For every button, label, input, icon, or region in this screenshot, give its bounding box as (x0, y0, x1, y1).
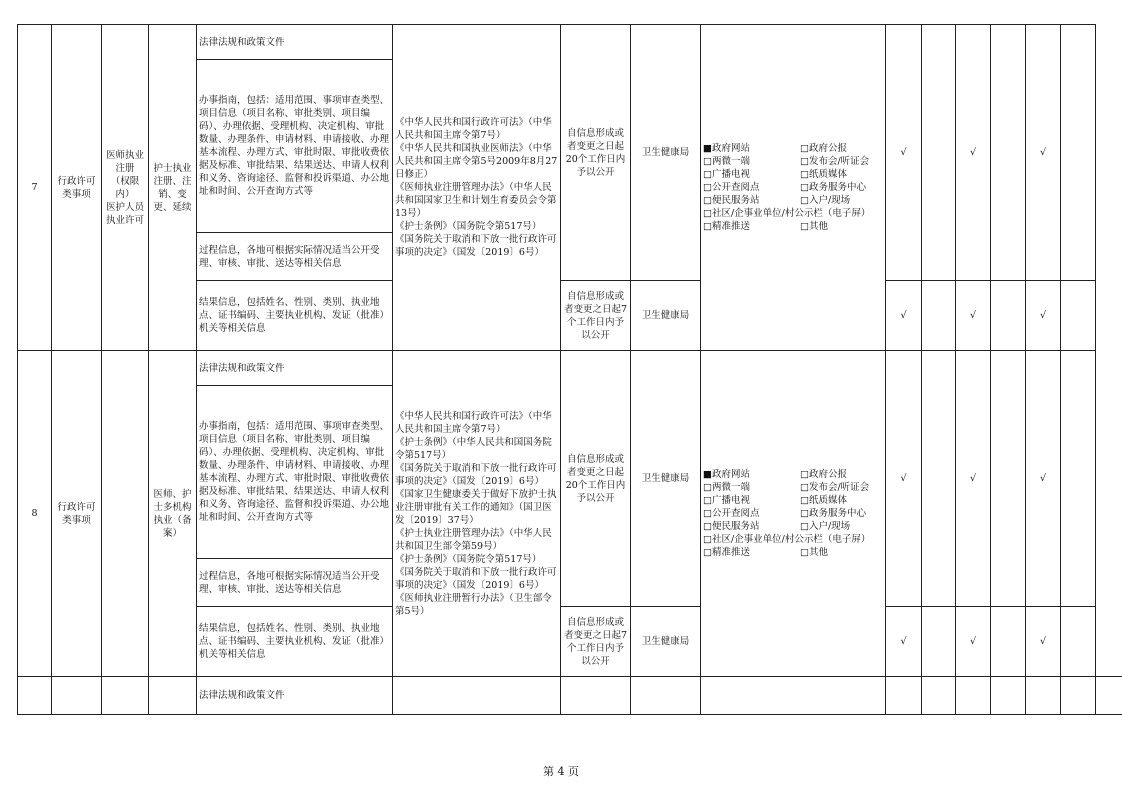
content-cell: 过程信息，各地可根据实际情况适当公开受理、审核、审批、送达等相关信息 (197, 233, 393, 281)
content-cell: 法律法规和政策文件 (197, 351, 393, 386)
channels-cell (701, 25, 886, 351)
responsible-unit: 卫生健康局 (631, 607, 701, 677)
check-mark: √ (956, 25, 991, 281)
responsible-unit: 卫生健康局 (631, 25, 701, 281)
channel-option: □社区/企事业单位/村公示栏（电子屏） (703, 534, 871, 545)
item-name-part: 医师执业注册 (105, 149, 144, 174)
basis-line: 《护士条例》（国务院令第517号） (395, 221, 542, 232)
basis-line: 《中华人民共和国行政许可法》（中华人民共和国主席令第7号） (395, 410, 552, 435)
empty-cell (52, 677, 102, 715)
check-mark: √ (956, 281, 991, 351)
item-category: 行政许可类事项 (52, 25, 102, 351)
basis-line: 《护士条例》（国务院令第517号） (395, 553, 542, 565)
content-cell: 办事指南，包括：适用范围、事项审查类型、项目信息（项目名称、审批类别、项目编码）、办理依据、受理机构、决定机构、审批数量、办理条件、申请材料、申请接收、办理基本流程、办理方式、审批时限、审批收费依据及标准、审批结果、结果送达、申请人权利和义务、咨询途径、监督和投诉渠道、办公地址和时间、公开查询方式等 (197, 60, 393, 233)
empty-cell (149, 677, 197, 715)
channel-option: □入户/现场 (800, 521, 851, 532)
row-number: 8 (18, 351, 52, 677)
empty-cell (1096, 677, 1122, 715)
item-name (102, 25, 149, 351)
basis-line: 《国务院关于取消和下放一批行政许可事项的决定》（国发〔2019〕6号） (395, 566, 557, 591)
channel-option: □便民服务站 (703, 521, 760, 532)
channel-option: □广播电视 (703, 169, 750, 180)
check-mark: √ (886, 25, 922, 281)
empty-cell (18, 677, 52, 715)
channel-option: □纸质媒体 (800, 495, 847, 506)
empty-cell (956, 677, 991, 715)
channel-option: □发布会/听证会 (800, 156, 870, 167)
sub-item: 护士执业注册、注销、变更、延续 (149, 25, 197, 351)
channel-option: □发布会/听证会 (800, 482, 870, 493)
basis-line: 《护士条例》（中华人民共和国国务院令第517号） (395, 436, 552, 461)
basis-line: 《中华人民共和国执业医师法》（中华人民共和国主席令第5号2009年8月27日修正） (395, 143, 558, 180)
channel-option: □纸质媒体 (800, 169, 847, 180)
channels-cell (701, 351, 886, 677)
time-limit: 自信息形成或者变更之日起7个工作日内予以公开 (561, 607, 631, 677)
check-mark: √ (1026, 25, 1061, 281)
empty-cell (701, 677, 886, 715)
empty-cell (1061, 281, 1096, 351)
channel-option: □精准推送 (703, 221, 750, 232)
channel-option: ■政府网站 (703, 469, 750, 480)
empty-cell (991, 25, 1026, 281)
channel-option: □入户/现场 (800, 195, 851, 206)
basis-line: 《国务院关于取消和下放一批行政许可事项的决定》（国发〔2019〕6号） (395, 234, 557, 258)
channel-option: □两微一端 (703, 156, 750, 167)
channel-option: □公开查阅点 (703, 508, 760, 519)
empty-cell (991, 607, 1026, 677)
empty-cell (886, 677, 922, 715)
empty-cell (991, 351, 1026, 607)
empty-cell (1061, 25, 1096, 281)
content-cell: 办事指南，包括：适用范围、事项审查类型、项目信息（项目名称、审批类别、项目编码）、办理依据、受理机构、决定机构、审批数量、办理条件、申请材料、申请接收、办理基本流程、办理方式、审批时限、审批收费依据及标准、审批结果、结果送达、申请人权利和义务、咨询途径、监督和投诉渠道、办公地址和时间、公开查询方式等 (197, 386, 393, 559)
basis-cell (393, 25, 561, 351)
table-row (18, 25, 1122, 60)
channel-option: □两微一端 (703, 482, 750, 493)
check-mark: √ (1026, 607, 1061, 677)
basis-line: 《医师执业注册管理办法》（中华人民共和国国家卫生和计划生育委员会令第13号） (395, 182, 557, 219)
table-row (18, 677, 1122, 715)
row-number: 7 (18, 25, 52, 351)
empty-cell (922, 351, 956, 607)
basis-line: 《国务院关于取消和下放一批行政许可事项的决定》（国发〔2019〕6号） (395, 462, 557, 487)
channel-option: □其他 (800, 221, 828, 232)
channel-option: ■政府网站 (703, 143, 750, 154)
check-mark: √ (956, 351, 991, 607)
empty-cell (561, 677, 631, 715)
channel-option: □其他 (800, 547, 828, 558)
empty-cell (922, 607, 956, 677)
empty-cell (991, 677, 1026, 715)
channel-option: □政务服务中心 (800, 182, 866, 193)
channel-option: □精准推送 (703, 547, 750, 558)
disclosure-table (17, 24, 1122, 715)
channel-option: □社区/企事业单位/村公示栏（电子屏） (703, 208, 871, 219)
empty-cell (631, 677, 701, 715)
content-cell: 过程信息，各地可根据实际情况适当公开受理、审核、审批、送达等相关信息 (197, 559, 393, 607)
empty-cell (1061, 607, 1096, 677)
channel-option: □便民服务站 (703, 195, 760, 206)
empty-cell (922, 25, 956, 281)
channel-option: □广播电视 (703, 495, 750, 506)
check-mark: √ (1026, 281, 1061, 351)
check-mark: √ (886, 607, 922, 677)
empty-cell (922, 281, 956, 351)
content-cell: 法律法规和政策文件 (197, 25, 393, 60)
responsible-unit: 卫生健康局 (631, 351, 701, 607)
empty-cell (1026, 677, 1061, 715)
empty-cell (922, 677, 956, 715)
content-cell: 法律法规和政策文件 (197, 677, 393, 715)
basis-line: 《护士执业注册管理办法》（中华人民共和国卫生部令第59号） (395, 527, 552, 552)
check-mark: √ (956, 607, 991, 677)
check-mark: √ (886, 281, 922, 351)
empty-cell (393, 677, 561, 715)
item-name-part: （权限内） (110, 175, 140, 200)
item-name-part: 医护人员执业许可 (105, 201, 144, 226)
item-name (102, 351, 149, 677)
empty-cell (1061, 351, 1096, 607)
basis-line: 《国家卫生健康委关于做好下放护士执业注册审批有关工作的通知》（国卫医发〔2019〕37号） (395, 488, 557, 526)
check-mark: √ (1026, 351, 1061, 607)
check-mark: √ (886, 351, 922, 607)
basis-line: 《中华人民共和国行政许可法》（中华人民共和国主席令第7号） (395, 117, 552, 141)
responsible-unit: 卫生健康局 (631, 281, 701, 351)
empty-cell (991, 281, 1026, 351)
time-limit: 自信息形成或者变更之日起20个工作日内予以公开 (561, 25, 631, 281)
empty-cell (1061, 677, 1096, 715)
channel-option: □政府公报 (800, 143, 847, 154)
item-category: 行政许可类事项 (52, 351, 102, 677)
basis-cell (393, 351, 561, 677)
time-limit: 自信息形成或者变更之日起7个工作日内予以公开 (561, 281, 631, 351)
channel-option: □政府公报 (800, 469, 847, 480)
table-row (18, 351, 1122, 386)
channel-option: □政务服务中心 (800, 508, 866, 519)
content-cell: 结果信息，包括姓名、性别、类别、执业地点、证书编码、主要执业机构、发证（批准）机关等相关信息 (197, 281, 393, 351)
channel-option: □公开查阅点 (703, 182, 760, 193)
sub-item: 医师、护士多机构执业（备案） (149, 351, 197, 677)
empty-cell (102, 677, 149, 715)
time-limit: 自信息形成或者变更之日起20个工作日内予以公开 (561, 351, 631, 607)
content-cell: 结果信息，包括姓名、性别、类别、执业地点、证书编码、主要执业机构、发证（批准）机关等相关信息 (197, 607, 393, 677)
page-number: 第 4 页 (543, 765, 579, 778)
basis-line: 《医师执业注册暂行办法》（卫生部令第5号） (395, 592, 552, 617)
